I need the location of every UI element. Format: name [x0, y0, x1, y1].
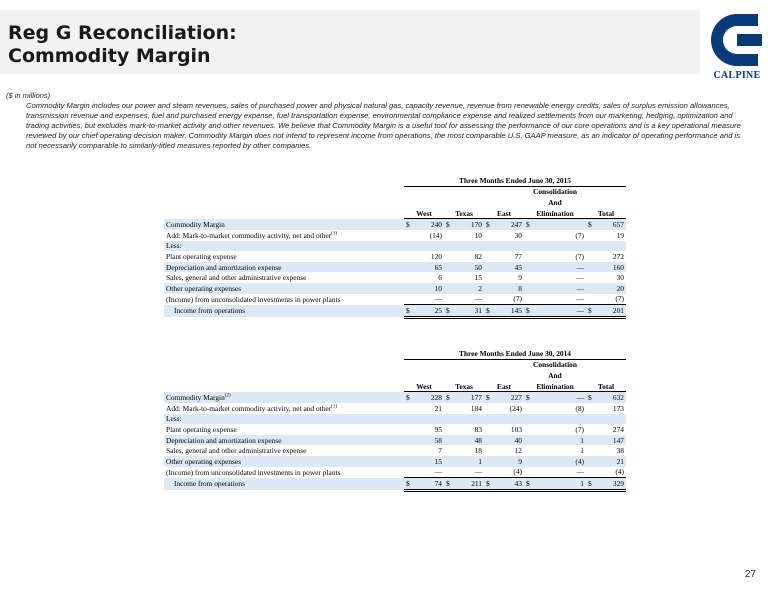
- currency-symbol: [444, 467, 458, 478]
- page-number: 27: [744, 569, 756, 580]
- currency-symbol: [586, 272, 600, 283]
- calpine-logo-text: CALPINE: [713, 70, 761, 81]
- cell-elim: (7): [575, 230, 584, 240]
- table-row: [164, 283, 626, 294]
- currency-symbol: [524, 272, 538, 283]
- cell-elim: (4): [538, 456, 586, 467]
- currency-symbol: [524, 294, 538, 305]
- cell-texas: 15: [474, 273, 482, 283]
- currency-symbol: [524, 403, 538, 414]
- currency-symbol: [586, 445, 600, 456]
- cell-elim: [538, 219, 586, 230]
- row-label: Plant operating expense: [166, 251, 237, 261]
- cell-total: 272: [612, 251, 624, 261]
- currency-symbol: [444, 456, 458, 467]
- currency-symbol: [586, 403, 600, 414]
- currency-symbol: [524, 445, 538, 456]
- table-row: [164, 272, 626, 283]
- table-row: [164, 230, 626, 241]
- currency-symbol: [586, 456, 600, 467]
- cell-texas: [458, 241, 484, 252]
- cell-east: 12: [514, 446, 522, 456]
- slide-title: [8, 22, 237, 68]
- period-header-2014: Three Months Ended June 30, 2014: [404, 348, 626, 359]
- currency-symbol: [484, 241, 498, 252]
- footnote-marker: (2): [224, 393, 231, 399]
- currency-symbol: $: [586, 392, 600, 403]
- currency-symbol: $: [404, 219, 418, 230]
- cell-elim: —: [576, 467, 584, 477]
- currency-symbol: [444, 424, 458, 435]
- recon-body-2014: [164, 392, 626, 490]
- currency-symbol: [484, 467, 498, 478]
- cell-elim: —: [576, 273, 584, 283]
- currency-symbol: $: [404, 478, 418, 491]
- col-texas: Texas: [444, 208, 484, 219]
- row-label: Add: Mark-to-market commodity activity, net and other$^{(1)}$: [166, 230, 337, 240]
- cell-west: 15: [418, 456, 444, 467]
- currency-symbol: [404, 467, 418, 478]
- currency-symbol: [586, 467, 600, 478]
- cell-texas: 211: [458, 478, 484, 491]
- cell-west: 7: [438, 446, 442, 456]
- cell-east: 103: [510, 424, 522, 434]
- cell-west: 74: [418, 478, 444, 491]
- currency-symbol: [586, 294, 600, 305]
- currency-symbol: [484, 283, 498, 294]
- currency-symbol: $: [524, 392, 538, 403]
- currency-symbol: $: [404, 392, 418, 403]
- currency-symbol: [444, 294, 458, 305]
- cell-texas: 1: [458, 456, 484, 467]
- cell-texas: 184: [470, 403, 482, 413]
- currency-symbol: [484, 403, 498, 414]
- cell-elim: 1: [538, 478, 586, 491]
- cell-west: 58: [418, 435, 444, 446]
- currency-symbol: [484, 424, 498, 435]
- cell-elim: —: [538, 283, 586, 294]
- cell-east: 9: [498, 456, 524, 467]
- cell-east: 247: [498, 219, 524, 230]
- currency-symbol: $: [444, 305, 458, 318]
- currency-symbol: [444, 403, 458, 414]
- cell-texas: 177: [458, 392, 484, 403]
- currency-symbol: [524, 414, 538, 425]
- currency-symbol: $: [586, 305, 600, 318]
- cell-east: 77: [514, 251, 522, 261]
- currency-symbol: [524, 262, 538, 273]
- currency-symbol: $: [524, 305, 538, 318]
- cell-texas: 170: [458, 219, 484, 230]
- currency-symbol: [444, 241, 458, 252]
- cell-texas: 82: [474, 251, 482, 261]
- currency-symbol: [586, 424, 600, 435]
- row-label: Other operating expenses: [164, 456, 404, 467]
- footnote-marker: (1): [331, 404, 337, 410]
- calpine-logo: [704, 10, 770, 86]
- row-label: Income from operations: [164, 305, 404, 318]
- cell-total: 274: [612, 424, 624, 434]
- cell-east: 45: [498, 262, 524, 273]
- table-row: [164, 478, 626, 491]
- cell-total: 147: [600, 435, 626, 446]
- col-elimination: Elimination: [524, 208, 586, 219]
- recon-table-2014: [164, 348, 626, 492]
- currency-symbol: $: [444, 392, 458, 403]
- cell-total: 30: [616, 273, 624, 283]
- currency-symbol: [524, 467, 538, 478]
- cell-total: 657: [600, 219, 626, 230]
- table-row: [164, 251, 626, 262]
- table-row: [164, 435, 626, 446]
- currency-symbol: $: [524, 478, 538, 491]
- row-label: Income from operations: [164, 478, 404, 491]
- footnote-marker: (1): [331, 231, 337, 237]
- currency-symbol: [586, 414, 600, 425]
- cell-west: 21: [434, 403, 442, 413]
- table-row: [164, 467, 626, 478]
- currency-symbol: [404, 294, 418, 305]
- currency-symbol: [524, 241, 538, 252]
- currency-symbol: [524, 424, 538, 435]
- cell-east: (24): [509, 403, 522, 413]
- currency-symbol: $: [484, 478, 498, 491]
- currency-symbol: [404, 445, 418, 456]
- col-consolidation: Consolidation: [533, 360, 577, 370]
- cell-elim: 1: [538, 435, 586, 446]
- currency-symbol: [484, 272, 498, 283]
- currency-symbol: [586, 435, 600, 446]
- currency-symbol: [524, 435, 538, 446]
- row-label: Commodity Margin: [164, 219, 404, 230]
- cell-elim: [538, 414, 586, 425]
- col-and: And: [548, 370, 562, 380]
- cell-total: [600, 241, 626, 252]
- table-row: [164, 294, 626, 305]
- cell-east: 8: [498, 283, 524, 294]
- row-label: Less:: [164, 241, 404, 252]
- currency-symbol: [484, 294, 498, 305]
- col-east: East: [484, 381, 524, 392]
- row-label: Commodity Margin$^{(2)}$: [164, 392, 404, 403]
- currency-symbol: [524, 251, 538, 262]
- table-row: [164, 392, 626, 403]
- row-label: Plant operating expense: [166, 424, 237, 434]
- table-row: [164, 403, 626, 414]
- table-row: [164, 424, 626, 435]
- currency-symbol: $: [444, 219, 458, 230]
- cell-elim: —: [538, 262, 586, 273]
- currency-symbol: [586, 262, 600, 273]
- currency-symbol: [524, 230, 538, 241]
- row-label: (Income) from unconsolidated investments in power plants: [166, 294, 341, 304]
- currency-symbol: [484, 435, 498, 446]
- row-label: Add: Mark-to-market commodity activity, net and other$^{(1)}$: [166, 403, 337, 413]
- cell-west: 120: [430, 251, 442, 261]
- currency-symbol: [404, 230, 418, 241]
- cell-total: 19: [616, 230, 624, 240]
- cell-west: 25: [418, 305, 444, 318]
- currency-symbol: $: [404, 305, 418, 318]
- cell-east: 40: [498, 435, 524, 446]
- col-west: West: [404, 208, 444, 219]
- currency-symbol: [444, 435, 458, 446]
- cell-east: 9: [518, 273, 522, 283]
- row-label: (Income) from unconsolidated investments in power plants: [166, 467, 341, 477]
- currency-symbol: [404, 262, 418, 273]
- table-row: [164, 219, 626, 230]
- currency-symbol: $: [444, 478, 458, 491]
- cell-elim: —: [576, 294, 584, 304]
- row-label: Depreciation and amortization expense: [164, 435, 404, 446]
- cell-texas: —: [474, 467, 482, 477]
- currency-symbol: [524, 456, 538, 467]
- cell-texas: 31: [458, 305, 484, 318]
- cell-texas: 18: [474, 446, 482, 456]
- cell-east: [498, 241, 524, 252]
- cell-elim: —: [538, 392, 586, 403]
- cell-total: 160: [600, 262, 626, 273]
- currency-symbol: [484, 445, 498, 456]
- col-east: East: [484, 208, 524, 219]
- currency-symbol: [484, 230, 498, 241]
- cell-texas: [458, 414, 484, 425]
- currency-symbol: [484, 262, 498, 273]
- currency-symbol: [404, 435, 418, 446]
- currency-symbol: [404, 456, 418, 467]
- recon-table-2015: [164, 175, 626, 319]
- col-total: Total: [586, 208, 626, 219]
- cell-east: (7): [513, 294, 522, 304]
- cell-west: [418, 241, 444, 252]
- currency-symbol: [444, 445, 458, 456]
- currency-symbol: [444, 251, 458, 262]
- cell-total: 21: [600, 456, 626, 467]
- col-and: And: [548, 197, 562, 207]
- row-label: Less:: [164, 414, 404, 425]
- currency-symbol: [586, 230, 600, 241]
- cell-east: [498, 414, 524, 425]
- period-header-2015: Three Months Ended June 30, 2015: [404, 175, 626, 186]
- cell-total: 201: [600, 305, 626, 318]
- col-texas: Texas: [444, 381, 484, 392]
- slide-title-line2: Commodity Margin: [8, 45, 211, 67]
- currency-symbol: [444, 262, 458, 273]
- currency-symbol: [404, 414, 418, 425]
- cell-east: 227: [498, 392, 524, 403]
- currency-symbol: $: [586, 219, 600, 230]
- cell-texas: 10: [474, 230, 482, 240]
- cell-total: 632: [600, 392, 626, 403]
- recon-body-2015: [164, 219, 626, 317]
- currency-symbol: [444, 283, 458, 294]
- currency-symbol: [524, 283, 538, 294]
- cell-elim: [538, 241, 586, 252]
- cell-total: (7): [615, 294, 624, 304]
- currency-symbol: [484, 251, 498, 262]
- currency-symbol: $: [484, 305, 498, 318]
- cell-total: [600, 414, 626, 425]
- cell-elim: —: [538, 305, 586, 318]
- currency-symbol: $: [524, 219, 538, 230]
- row-label: Sales, general and other administrative expense: [166, 273, 307, 283]
- cell-texas: 2: [458, 283, 484, 294]
- currency-symbol: $: [484, 392, 498, 403]
- cell-east: (4): [513, 467, 522, 477]
- currency-symbol: [404, 272, 418, 283]
- row-label: Sales, general and other administrative expense: [166, 446, 307, 456]
- cell-total: 329: [600, 478, 626, 491]
- currency-symbol: $: [586, 478, 600, 491]
- cell-texas: 50: [458, 262, 484, 273]
- row-label: Other operating expenses: [164, 283, 404, 294]
- cell-east: 145: [498, 305, 524, 318]
- col-total: Total: [586, 381, 626, 392]
- currency-symbol: [586, 241, 600, 252]
- table-row: [164, 305, 626, 318]
- cell-west: 228: [418, 392, 444, 403]
- cell-west: (14): [429, 230, 442, 240]
- cell-west: —: [434, 294, 442, 304]
- cell-west: 6: [438, 273, 442, 283]
- currency-symbol: [444, 414, 458, 425]
- table-row: [164, 241, 626, 252]
- cell-texas: —: [474, 294, 482, 304]
- cell-total: 20: [600, 283, 626, 294]
- cell-west: 95: [434, 424, 442, 434]
- currency-symbol: [444, 272, 458, 283]
- currency-symbol: [444, 230, 458, 241]
- cell-elim: (7): [575, 251, 584, 261]
- currency-symbol: [404, 403, 418, 414]
- table-row: [164, 262, 626, 273]
- cell-west: —: [434, 467, 442, 477]
- cell-total: 38: [616, 446, 624, 456]
- currency-symbol: [404, 251, 418, 262]
- currency-symbol: [586, 283, 600, 294]
- currency-symbol: [586, 251, 600, 262]
- cell-west: 240: [418, 219, 444, 230]
- cell-texas: 48: [458, 435, 484, 446]
- currency-symbol: [484, 414, 498, 425]
- currency-symbol: $: [484, 219, 498, 230]
- currency-symbol: [404, 241, 418, 252]
- currency-symbol: [404, 424, 418, 435]
- commodity-margin-description: Commodity Margin includes our power and steam revenues, sales of purchased power and physical natural gas, capacity revenue, revenue from renewable energy credits, sales of surplus emission allowances, transmission revenue and expenses, fuel and purchased energy expense, fuel transportation expense, environmental compliance expense and realized settlements from our marketing, hedging, optimization and trading activities, but excludes mark-to-market activity and other revenues. We believe that Commodity Margin is a useful tool for assessing the performance of our core operations and is a key operational measure reviewed by our chief operating decision maker. Commodity Margin does not intend to represent income from operations, the most comparable U.S. GAAP measure, as an indicator of operating performance and is not necessarily comparable to similarly-titled measures reported by other companies.: [26, 101, 741, 150]
- cell-west: 65: [418, 262, 444, 273]
- currency-symbol: [404, 283, 418, 294]
- slide-title-line1: Reg G Reconciliation:: [8, 22, 237, 44]
- row-label: Depreciation and amortization expense: [164, 262, 404, 273]
- table-row: [164, 414, 626, 425]
- cell-west: [418, 414, 444, 425]
- table-row: [164, 456, 626, 467]
- units-note: ($ in millions): [6, 91, 51, 100]
- cell-total: (4): [615, 467, 624, 477]
- calpine-logo-icon: [704, 10, 770, 70]
- currency-symbol: [484, 456, 498, 467]
- cell-east: 43: [498, 478, 524, 491]
- col-consolidation: Consolidation: [533, 187, 577, 197]
- cell-elim: (8): [575, 403, 584, 413]
- cell-west: 10: [418, 283, 444, 294]
- cell-east: 30: [514, 230, 522, 240]
- col-elimination: Elimination: [524, 381, 586, 392]
- cell-total: 173: [612, 403, 624, 413]
- cell-elim: 1: [580, 446, 584, 456]
- cell-elim: (7): [575, 424, 584, 434]
- col-west: West: [404, 381, 444, 392]
- table-row: [164, 445, 626, 456]
- cell-texas: 83: [474, 424, 482, 434]
